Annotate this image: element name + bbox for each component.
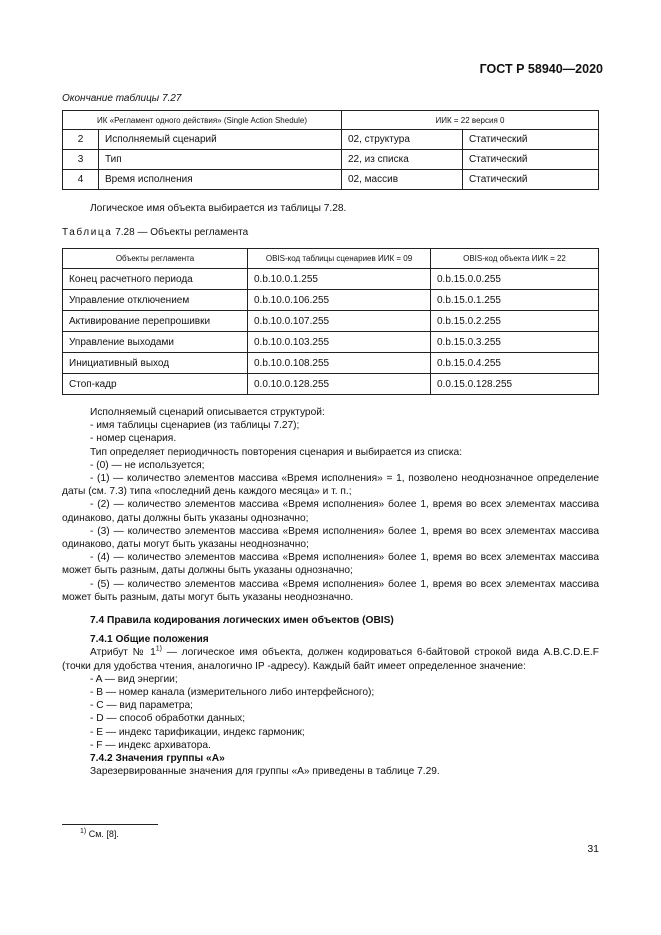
table-cell: 0.b.15.0.0.255	[431, 269, 599, 290]
table-cell: 0.b.10.0.108.255	[248, 353, 431, 374]
table-row	[63, 290, 599, 311]
paragraph-start: Атрибут № 1	[90, 647, 156, 659]
list-item: - имя таблицы сценариев (из таблицы 7.27);	[90, 420, 300, 432]
table-cell: 3	[63, 150, 99, 170]
table-cell: 0.0.15.0.128.255	[431, 374, 599, 395]
list-item: - A — вид энергии;	[90, 673, 178, 685]
footnote-text: См. [8].	[86, 829, 119, 839]
table-row	[63, 170, 599, 190]
list-item: - (0) — не используется;	[90, 459, 205, 471]
list-item: - C — вид параметра;	[90, 700, 193, 712]
paragraph: Зарезервированные значения для группы «А» приведены в таблице 7.29.	[90, 766, 440, 778]
table-727	[62, 110, 599, 190]
footnote-mark: 1)	[80, 828, 87, 835]
table-row	[63, 150, 599, 170]
table-header-cell: ИК «Регламент одного действия» (Single Action Shedule)	[63, 111, 342, 130]
table-cell: 0.b.10.0.103.255	[248, 332, 431, 353]
table-label: Таблица	[62, 227, 113, 238]
table-title: 7.28 — Объекты регламента	[115, 227, 249, 238]
table-728	[62, 248, 599, 395]
footnote	[80, 829, 119, 839]
table-cell: 0.b.10.0.1.255	[248, 269, 431, 290]
paragraph	[62, 646, 599, 672]
paragraph: Логическое имя объекта выбирается из таблицы 7.28.	[90, 203, 347, 214]
table-header-row	[63, 111, 599, 130]
paragraph: Тип определяет периодичность повторения сценария и выбирается из списка:	[90, 446, 463, 458]
table-row	[63, 269, 599, 290]
section-heading: 7.4 Правила кодирования логических имен объектов (OBIS)	[90, 615, 394, 627]
table-header-cell: OBIS-код таблицы сценариев ИИК = 09	[248, 249, 431, 269]
table-row	[63, 332, 599, 353]
list-item: - (2) — количество элементов массива «Время исполнения» более 1, время во всех элементах массива одинаково, даты должны быть указаны однозначно;	[62, 499, 599, 524]
table-row	[63, 353, 599, 374]
page-number: 31	[587, 843, 599, 855]
table-cell: 0.b.15.0.3.255	[431, 332, 599, 353]
table-cell: Инициативный выход	[63, 353, 248, 374]
footnote-ref: 1)	[155, 646, 163, 654]
list-item: - (1) — количество элементов массива «Время исполнения» = 1, позволено неоднозначное определение даты (см. 7.3) типа «последний день каждого месяца» и т. п.;	[62, 473, 599, 498]
table-cell: 02, структура	[342, 130, 463, 150]
document-id: ГОСТ Р 58940—2020	[479, 62, 603, 76]
table-row	[63, 374, 599, 395]
table-cell: Статический	[463, 130, 599, 150]
list-item: - F — индекс архиватора.	[90, 739, 211, 751]
table-cell: Стоп-кадр	[63, 374, 248, 395]
table-cell: Исполняемый сценарий	[99, 130, 342, 150]
list-item: - (5) — количество элементов массива «Время исполнения» более 1, время во всех элементах массива может быть разным, даты могут быть указаны неоднозначно.	[62, 578, 599, 603]
table-cell: 2	[63, 130, 99, 150]
table-cell: 0.b.15.0.4.255	[431, 353, 599, 374]
subsection-heading: 7.4.2 Значения группы «А»	[90, 753, 225, 765]
table-cell: Статический	[463, 150, 599, 170]
table-cell: Активирование перепрошивки	[63, 311, 248, 332]
list-item: - (4) — количество элементов массива «Время исполнения» более 1, время во всех элементах массива может быть разным, даты должны быть указаны однозначно;	[62, 552, 599, 577]
table-header-cell: OBIS-код объекта ИИК = 22	[431, 249, 599, 269]
footnote-divider	[62, 824, 158, 825]
table-header-cell: Объекты регламента	[63, 249, 248, 269]
table-cell: Конец расчетного периода	[63, 269, 248, 290]
table-cell: Время исполнения	[99, 170, 342, 190]
table-cell: 4	[63, 170, 99, 190]
paragraph: Исполняемый сценарий описывается структурой:	[90, 407, 325, 418]
table-cell: 0.b.10.0.107.255	[248, 311, 431, 332]
table-header-row	[63, 249, 599, 269]
subsection-heading: 7.4.1 Общие положения	[90, 634, 209, 646]
list-item: - номер сценария.	[90, 433, 177, 445]
body-text	[62, 406, 599, 778]
paragraph-rest: — логическое имя объекта, должен кодироваться 6-байтовой строкой вида A.B.C.D.E.F (точки для удобства чтения, аналогично IP -адресу). Каждый байт имеет определенное значение:	[62, 647, 599, 672]
list-item: - D — способ обработки данных;	[90, 713, 246, 725]
table-cell: Статический	[463, 170, 599, 190]
table-row	[63, 311, 599, 332]
table-cell: 0.b.15.0.1.255	[431, 290, 599, 311]
table-cell: Тип	[99, 150, 342, 170]
table-cell: 22, из списка	[342, 150, 463, 170]
table-cell: 0.b.10.0.106.255	[248, 290, 431, 311]
list-item: - B — номер канала (измерительного либо интерфейсного);	[90, 687, 375, 699]
table-cell: 0.b.15.0.2.255	[431, 311, 599, 332]
table-728-caption	[62, 227, 248, 238]
table-cell: 02, массив	[342, 170, 463, 190]
table-row	[63, 130, 599, 150]
table-cell: Управление отключением	[63, 290, 248, 311]
table-727-caption: Окончание таблицы 7.27	[62, 93, 182, 104]
table-header-cell: ИИК = 22 версия 0	[342, 111, 599, 130]
table-cell: Управление выходами	[63, 332, 248, 353]
list-item: - E — индекс тарификации, индекс гармоник;	[90, 726, 305, 738]
list-item: - (3) — количество элементов массива «Время исполнения» более 1, время во всех элементах массива одинаково, даты могут быть указаны неоднозначно;	[62, 525, 599, 551]
table-cell: 0.0.10.0.128.255	[248, 374, 431, 395]
